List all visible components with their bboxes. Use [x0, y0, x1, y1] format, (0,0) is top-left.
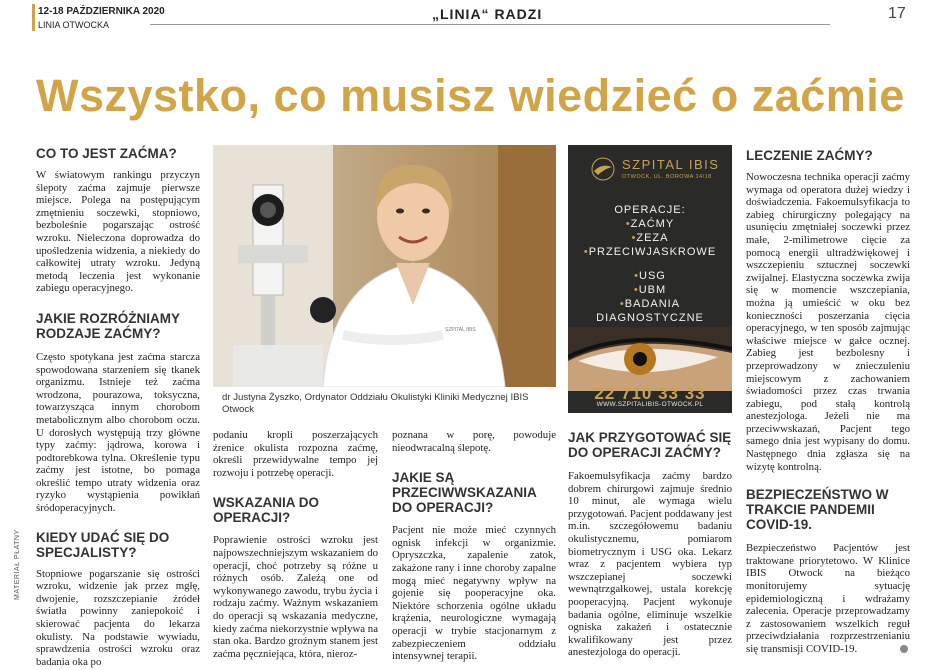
para-indications: Poprawienie ostrości wzroku jest najpowszechniejszym wskazaniem do operacji, choć potrzeby są różne u różnych osób. Zależą one od wykonywanego zawodu, trybu życia i rodzaju zaćmy. Ważnym wskazaniem do operacji są wskazania medyczne, kiedy zaćma niekorzystnie wpływa na stan oka. Bardzo groźnym stanem jest zaćma pęczniejąca, która, nieroz- [213, 534, 378, 660]
paid-material-label: MATERIAŁ PŁATNY [14, 529, 21, 600]
doctor-photo [213, 145, 556, 387]
heading-what-is-cataract: CO TO JEST ZAĆMA? [36, 146, 177, 161]
para-contraindications: Pacjent nie może mieć czynnych ognisk infekcji w organizmie. Opryszczka, zapalenie zatok, zakażone rany i inne choroby zapalne mogą mieć negatywny wpływ na gojenie się pooperacyjne oka. Niektóre schorzenia ogólne układu krążenia, neurologiczne wymagają operacji w trybie stacjonarnym z zabezpieczeniem oddziału intensywnej terapii. [392, 524, 556, 663]
para-continued: podaniu kropli poszerzających źrenice okulista rozpozna zaćmę, określi przewidywalne tempo jej rozwoju i potrzebę operacji. [213, 429, 378, 479]
heading-covid: BEZPIECZEŃSTWO W TRAKCIE PANDEMII COVID-19. [746, 487, 889, 533]
ad-op-item: •ZAĆMY [625, 218, 675, 230]
ad-hospital-name: SZPITAL IBIS [622, 157, 720, 172]
ibis-logo-icon [588, 157, 618, 186]
paper-name: LINIA OTWOCKA [38, 20, 110, 30]
para-continued-2: poznana w porę, powoduje nieodwracalną ślepotę. [392, 429, 556, 454]
ad-phone: 22 710 33 33 [594, 384, 706, 403]
para-what-is-cataract: W światowym rankingu przyczyn ślepoty zaćma zajmuje pierwsze miejsce. Polega na postępującym zmętnieniu soczewki, stopniowo, bezboleśnie pogarszając ostrość wzroku. Nieleczona doprowadza do upośledzenia widzenia, a niekiedy do całkowitej utraty wzroku. Jedyną metodą leczenia jest wykonanie zabiegu operacyjnego. [36, 169, 200, 295]
para-types: Często spotykana jest zaćma starcza spowodowana starzeniem się tkanek organizmu. Istnieje też zaćma wrodzona, pourazowa, toksyczna, towarzysząca innym chorobom metabolicznym albo chorobom oczu. U dorosłych występują trzy główne typy zaćmy: jądrowa, korowa i podtorebkowa tylna. Określenie typu zaćmy jest istotne, bo pomaga określić tempo utraty widzenia oraz ryzyko wystąpienia powikłań śródoperacyjnych. [36, 350, 200, 515]
ad-op-item: •PRZECIWJASKROWE [583, 246, 717, 258]
page-number: 17 [888, 5, 906, 22]
heading-preparation: JAK PRZYGOTOWAĆ SIĘ DO OPERACJI ZAĆMY? [568, 430, 732, 460]
ad-address: OTWOCK, UL. BOROWA 14/18 [622, 174, 712, 180]
ad-test-item: •BADANIA DIAGNOSTYCZNE [596, 298, 704, 324]
issue-date: 12-18 PAŹDZIERNIKA 2020 [38, 6, 165, 17]
section-name: „LINIA“ RADZI [424, 6, 550, 22]
ad-test-item: •USG [634, 270, 666, 282]
ad-website: WWW.SZPITALIBIS-OTWOCK.PL [596, 401, 704, 408]
para-covid: Bezpieczeństwo Pacjentów jest traktowane priorytetowo. W Klinice IBIS Otwock na bieżąco monitorujemy sytuację epidemiologiczną i wdrażamy zalecenia. Operacje przeprowadzamy z zastosowaniem wszelkich reguł przeciwdziałania rozprzestrzenianiu się transmisji COVID-19. [746, 542, 910, 655]
article-title: Wszystko, co musisz wiedzieć o zaćmie [36, 70, 905, 121]
heading-when-to-see: KIEDY UDAĆ SIĘ DO SPECJALISTY? [36, 529, 170, 560]
column-4 [568, 430, 732, 659]
end-mark-icon [900, 645, 908, 653]
ad-ops-heading: OPERACJE: [614, 204, 686, 216]
photo-caption: dr Justyna Żyszko, Ordynator Oddziału Okulistyki Kliniki Medycznej IBIS Otwock [222, 392, 529, 415]
header-accent-bar [32, 4, 35, 31]
header-rule [150, 24, 830, 25]
heading-indications: WSKAZANIA DO OPERACJI? [213, 495, 319, 526]
column-5 [746, 148, 910, 656]
heading-contraindications: JAKIE SĄ PRZECIWWSKAZANIA DO OPERACJI? [392, 470, 537, 516]
column-2 [213, 429, 378, 660]
column-1 [36, 146, 200, 668]
heading-treatment: LECZENIE ZAĆMY? [746, 148, 873, 163]
hospital-ad [568, 145, 732, 413]
para-when-to-see: Stopniowe pogarszanie się ostrości wzroku, widzenie jak przez mgłę, dwojenie, rozszczepianie źródeł światła powinny zaniepokoić i skierować pacjenta do lekarza okulisty. Na podstawie wywiadu, sprawdzenia ostrości wzroku oraz badania oka po [36, 567, 200, 668]
heading-types: JAKIE ROZRÓŻNIAMY RODZAJE ZAĆMY? [36, 310, 180, 341]
ad-test-item: •UBM [633, 284, 667, 296]
ad-op-item: •ZEZA [631, 232, 669, 244]
para-treatment: Nowoczesna technika operacji zaćmy wymaga od operatora dużej wiedzy i doświadczenia. Fakoemulsyfikacja to zabieg chirurgiczny polegający na usunięciu zmętniałej soczewki przez małe, 2-milimetrowe cięcie za pomocą energii ultradźwiękowej i wszczepieniu sztucznej soczewki zwijalnej. Elastyczna soczewka zwija się w momencie wszczepiania, można ją umieścić w oku bez konieczności poszerzania cięcia operacyjnego, w ten sposób zajmując właściwe miejsce w gałce ocznej. Zabieg jest bezbolesny i przeprowadzony w znieczuleniu miejscowym z zachowaniem świadomości przez czas trwania zabiegu, pod stałą kontrolą anestezjologa. Jeżeli nie ma przeciwwskazań, Pacjent tego samego dnia jest wypisany do domu. Następnego dnia zgłasza się na wizytę kontrolną. [746, 171, 910, 473]
para-preparation: Fakoemulsyfikacja zaćmy bardzo dobrem chirurgowi zajmuje średnio 10 minut, ale wymaga wielu przygotowań. Pacjent poddawany jest m.in. szczegółowemu badaniu okulistycznemu, pomiarom biometrycznym i USG oka. Lekarz wraz z pacjentem wybiera typ wszczepianej soczewki wewnątrzgałkowej, ustala korekcję pooperacyjną. Pacjent wykonuje badania ogólne, eliminuje wszelkie ogniska zakażeń i ostatecznie kwalifikowany jest przez anestezjologa do operacji. [568, 470, 732, 659]
column-3 [392, 429, 556, 663]
coat-logo: SZPITAL IBIS [445, 327, 476, 333]
eye-image [568, 327, 732, 391]
